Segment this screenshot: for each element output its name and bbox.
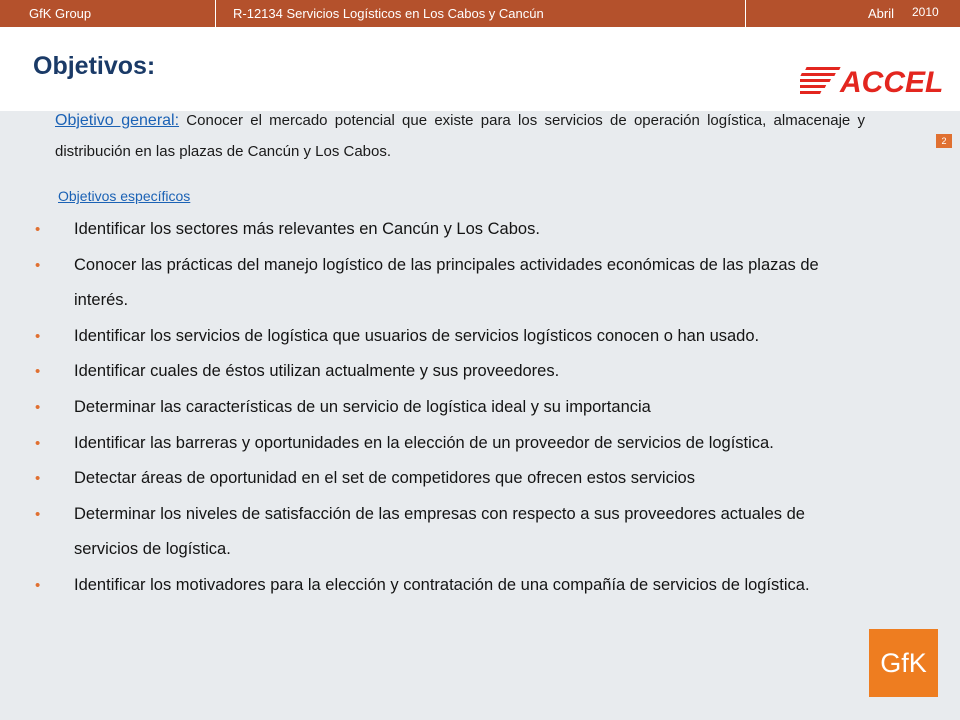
- bullet-icon: •: [35, 363, 41, 381]
- month-label: Abril: [868, 6, 895, 21]
- gfk-logo: GfK: [869, 629, 938, 697]
- list-item: [35, 461, 865, 497]
- list-item: [35, 319, 865, 355]
- project-title: R-12134 Servicios Logísticos en Los Cabos y Cancún: [233, 6, 544, 21]
- list-item: [35, 426, 865, 462]
- logo-text: ACCEL: [840, 66, 944, 96]
- bullet-icon: •: [35, 470, 41, 488]
- top-bar: [0, 0, 960, 27]
- bullet-icon: •: [35, 434, 41, 452]
- list-item-text: Identificar las barreras y oportunidades en la elección de un proveedor de servicios de logística.: [74, 433, 774, 452]
- list-item-text: Identificar cuales de éstos utilizan actualmente y sus proveedores.: [74, 362, 560, 381]
- accel-logo: [800, 64, 950, 96]
- year-box: [900, 0, 960, 27]
- list-item: [35, 568, 865, 604]
- list-item-text: Determinar las características de un servicio de logística ideal y su importancia: [74, 397, 651, 416]
- bullet-icon: •: [35, 576, 41, 594]
- bullet-icon: •: [35, 505, 41, 523]
- list-item: [35, 212, 865, 248]
- bullet-icon: •: [35, 327, 41, 345]
- list-item-text: Identificar los servicios de logística que usuarios de servicios logísticos conocen o han usado.: [74, 326, 760, 345]
- bullet-icon: •: [35, 256, 41, 274]
- list-item-text: Conocer las prácticas del manejo logístico de las principales actividades económicas de las plazas de interés.: [74, 255, 819, 310]
- year-label: 2010: [912, 5, 939, 19]
- separator: [745, 0, 746, 27]
- page-title: Objetivos:: [33, 52, 156, 80]
- general-objective-text: Conocer el mercado potencial que existe para los servicios de operación logística, almacenaje y distribución en las plazas de Cancún y Los Cabos.: [55, 112, 865, 160]
- company-name: GfK Group: [29, 6, 92, 21]
- list-item-text: Determinar los niveles de satisfacción de las empresas con respecto a sus proveedores actuales de servicios de logística.: [74, 504, 805, 559]
- page-number: 2: [936, 134, 952, 148]
- list-item: [35, 248, 865, 319]
- bullet-icon: •: [35, 221, 41, 238]
- specific-objectives-heading: Objetivos específicos: [58, 188, 191, 204]
- separator: [215, 0, 216, 27]
- list-item-text: Detectar áreas de oportunidad en el set de competidores que ofrecen estos servicios: [74, 469, 695, 488]
- list-item-text: Identificar los motivadores para la elección y contratación de una compañía de servicios de logística.: [74, 575, 810, 594]
- list-item: [35, 390, 865, 426]
- general-objective: [55, 105, 865, 167]
- list-item: [35, 497, 865, 568]
- general-objective-label: Objetivo general:: [55, 112, 180, 129]
- bullet-icon: •: [35, 398, 41, 416]
- list-item: [35, 354, 865, 390]
- list-item-text: Identificar los sectores más relevantes en Cancún y Los Cabos.: [74, 220, 540, 238]
- objectives-list: [35, 212, 865, 604]
